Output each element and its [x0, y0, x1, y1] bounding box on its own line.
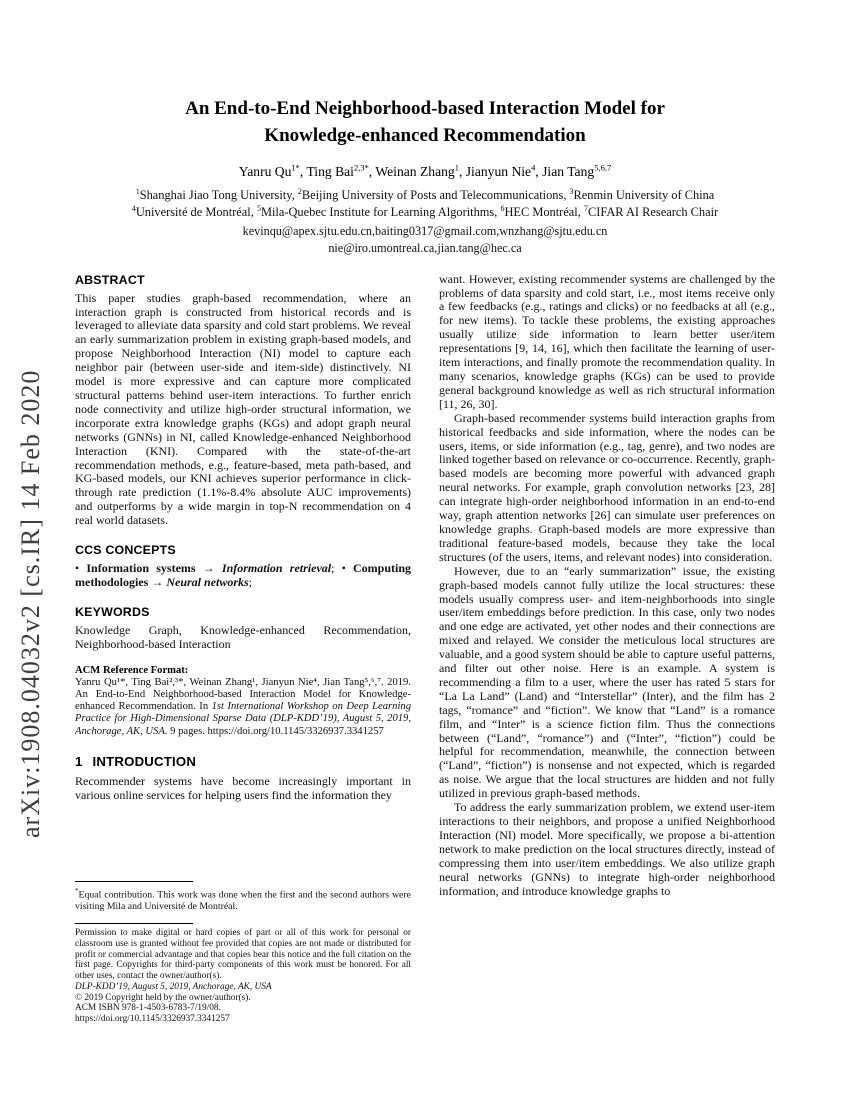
author-affil-sup: 1	[454, 162, 459, 173]
author-affil-sup: 2,3*	[353, 162, 369, 173]
permission-rule	[75, 923, 193, 924]
paragraph: Graph-based recommender systems build interaction graphs from historical feedbacks and side information, where the nodes can be users, items, or side information (e.g., tag, genre), and two nodes are linked together based on relevance or co-occurrence. Recently, graph-based models are becoming more powerful with advanced graph neural networks. For example, graph convolution networks [23, 28] can integrate high-order neighborhood information in an end-to-end way, graph attention networks [26] can simulate user preferences on knowledge graphs. Graph-based models are more expressive than traditional feature-based models, because they take the local structures (of the users, items, and relevant nodes) into consideration.	[439, 410, 775, 564]
paragraph: However, due to an “early summarization” issue, the existing graph-based models cannot fully utilize the local structures: these models usually compress user- and item-neighborhoods into single user/item embeddings before prediction. In this case, only two nodes and one edge are activated, yet other nodes and their connections are mixed and relayed. We consider the meticulous local structures are valuable, and a good system should be able to capture useful patterns, and filter out other noise. Here is an example. A system is recommending a film to a user, where the user has rated 5 stars for “La La Land” (Land) and “Interstellar” (Inter), and the film has 2 tags, “romance” and “fiction”. We know that “Land” is a romance film, and “Inter” is a science fiction film. Thus the connections between (“Land”, “romance”) and (“Inter”, “fiction”) could be helpful for recommendation, meanwhile, the connection between (“Land”, “fiction”) is nonsense and not expected, which is regarded as noise. We argue that the local structures are hidden and not fully utilized in previous graph-based methods.	[439, 563, 775, 801]
author: Ting Bai$^{2,3*}$,	[306, 162, 376, 180]
title-line-2: Knowledge-enhanced Recommendation	[264, 124, 586, 146]
column-spacer	[75, 803, 411, 874]
footnote-block	[75, 881, 411, 912]
author: Jian Tang$^{5,6,7}$	[542, 162, 612, 180]
right-column	[439, 273, 775, 1025]
acm-ref-text: Yanru Qu¹*, Ting Bai²,³*, Weinan Zhang¹, Jianyun Nie⁴, Jian Tang⁵,⁶,⁷. 2019. An End-to-End Neighborhood-based Interaction Model for Knowledge-enhanced Recommendation. In 1st International Workshop on Deep Learning Practice for High-Dimensional Sparse Data (DLP-KDD’19), August 5, 2019, Anchorage, AK, USA. 9 pages. https://doi.org/10.1145/3326937.3341257	[75, 676, 411, 737]
doi-link[interactable]: https://doi.org/10.1145/3326937.3341257	[75, 1013, 230, 1024]
abstract-text: This paper studies graph-based recommendation, where an interaction graph is constructed from historical records and is leveraged to alleviate data sparsity and cold start problems. We reveal an early summarization problem in existing graph-based models, and propose Neighborhood Interaction (NI) model to capture each neighbor pair (between user-side and item-side) distinctively. NI model is more expressive and can capture more complicated structural patterns behind user-item interactions. To further enrich node connectivity and utilize high-order structural information, we incorporate extra knowledge graphs (KGs) and adopt graph neural networks (GNNs) in NI, called Knowledge-enhanced Neighborhood Interaction (KNI). Compared with the state-of-the-art recommendation methods, e.g., feature-based, meta path-based, and KG-based models, our KNI achieves superior performance in click-through rate prediction (1.1%-8.4% absolute AUC improvements) and outperforms by a wide margin in top-N recommendation on 4 real world datasets.	[75, 290, 411, 528]
paper-title	[0, 96, 850, 150]
section-title: INTRODUCTION	[92, 753, 197, 769]
email-line-1: kevinqu@apex.sjtu.edu.cn,baiting0317@gmail.com,wnzhang@sjtu.edu.cn	[242, 224, 608, 239]
email-line-2: nie@iro.umontreal.ca,jian.tang@hec.ca	[328, 240, 522, 255]
affiliation-line-2: $^4$Université de Montréal, $^5$Mila-Quebec Institute for Learning Algorithms, $^6$HEC Montréal, $^7$CIFAR AI Research Chair	[131, 203, 719, 220]
venue-line: DLP-KDD’19, August 5, 2019, Anchorage, AK, USA	[75, 981, 272, 992]
left-column	[75, 273, 411, 1025]
copyright-line: © 2019 Copyright held by the owner/author(s).	[75, 992, 251, 1003]
author-line	[0, 163, 850, 181]
footnote-rule	[75, 881, 193, 882]
acm-ref-heading: ACM Reference Format:	[75, 664, 189, 676]
title-line-1: An End-to-End Neighborhood-based Interaction Model for	[185, 98, 665, 119]
affiliation-line-1: $^1$Shanghai Jiao Tong University, $^2$Beijing University of Posts and Telecommunications, $^3$Renmin University of China	[135, 187, 715, 203]
section-number: 1	[75, 753, 83, 769]
permission-text: Permission to make digital or hard copies of part or all of this work for personal or classroom use is granted without fee provided that copies are not made or distributed for profit or commercial advantage and that copies bear this notice and the full citation on the first page. Copyrights for third-party components of this work must be honored. For all other uses, contact the owner/author(s).	[75, 928, 411, 982]
ccs-heading: CCS CONCEPTS	[75, 543, 176, 558]
author-affil-sup: 4	[531, 162, 536, 173]
paragraph: To address the early summarization problem, we extend user-item interactions to their neighbors, and propose a unified Neighborhood Interaction (NI) model. More specifically, we propose a bi-attention network to make prediction on the local structures directly, instead of compressing them into user/item embeddings. We also utilize graph neural networks (GNNs) to integrate high-order neighborhood information, and introduce knowledge graphs to	[439, 800, 775, 898]
affiliations	[0, 187, 850, 220]
paper-header	[0, 0, 850, 256]
author-affil-sup: 5,6,7	[594, 162, 612, 173]
arxiv-watermark: arXiv:1908.04032v2 [cs.IR] 14 Feb 2020	[16, 369, 45, 838]
author: Weinan Zhang$^1$,	[375, 162, 466, 180]
author: Yanru $Qu^{1*}$,	[238, 162, 307, 180]
abstract-heading: ABSTRACT	[75, 272, 145, 287]
isbn-line: ACM ISBN 978-1-4503-6783-7/19/08.	[75, 1003, 221, 1014]
emails	[0, 223, 850, 255]
introduction-heading	[75, 754, 411, 769]
keywords-text: Knowledge Graph, Knowledge-enhanced Recommendation, Neighborhood-based Interaction	[75, 622, 411, 651]
author: Jianyun Nie$^4$,	[465, 162, 543, 180]
author-affil-sup: 1*	[291, 162, 300, 173]
two-column-body	[0, 273, 850, 1025]
footnote-marker: *	[75, 887, 79, 896]
keywords-heading: KEYWORDS	[75, 604, 150, 619]
ccs-text: • Information systems → Information retrieval; • Computing methodologies → Neural networks;	[75, 561, 411, 589]
paragraph: want. However, existing recommender systems are challenged by the problems of data sparsity and cold start, i.e., most items receive only a few feedbacks (e.g., ratings and clicks) or no feedbacks at all (e.g., for new items). To tackle these problems, the existing approaches usually utilize side information to learn better user/item representations [9, 14, 16], which then facilitate the learning of user-item interactions, and finally promote the recommendation quality. In many scenarios, knowledge graphs (KGs) can be used to provide general background knowledge as well as rich structural information [11, 26, 30].	[439, 272, 775, 411]
permission-block	[75, 923, 411, 1024]
introduction-paragraph: Recommender systems have become increasingly important in various online services for helping users find the information they	[75, 773, 411, 802]
footnote-text: *Equal contribution. This work was done when the first and the second authors were visiting Mila and Université de Montréal.	[75, 887, 411, 913]
